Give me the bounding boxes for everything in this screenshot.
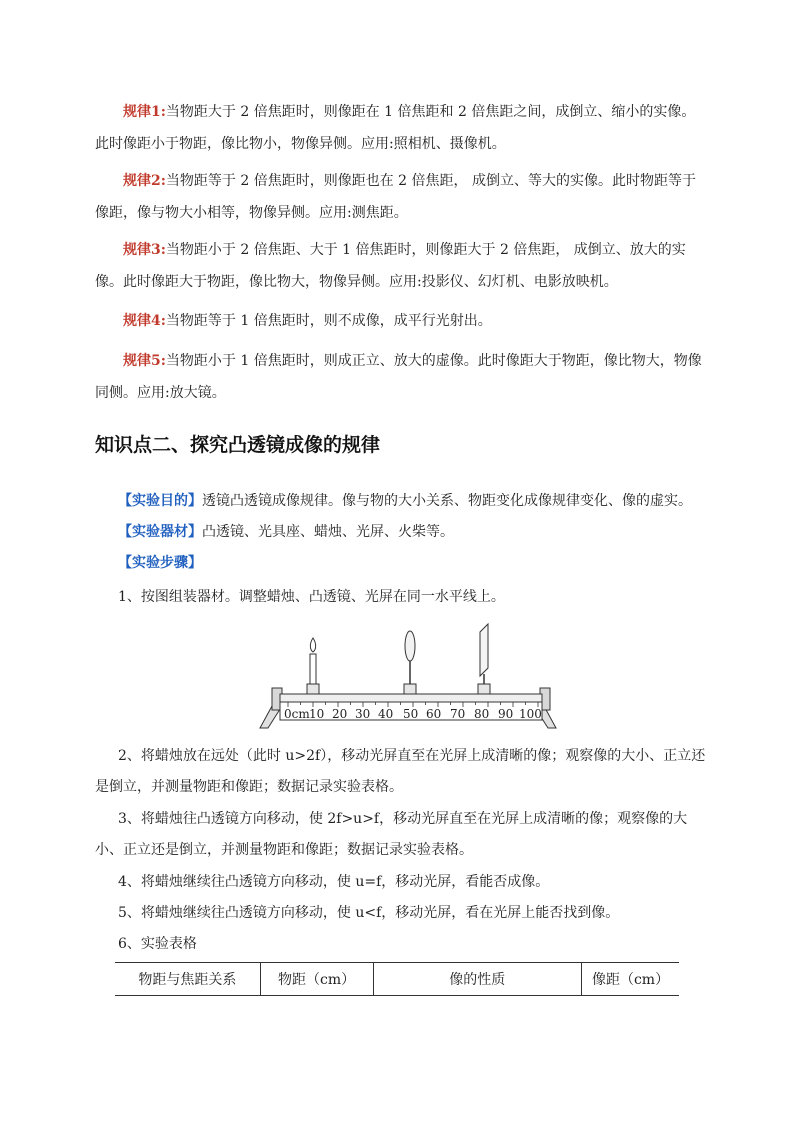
- equipment-label: 【实验器材】: [118, 524, 202, 540]
- step-3: 3、将蜡烛往凸透镜方向移动，使 2f>u>f，移动光屏直至在光屏上成清晰的像；观察像的大小、正立还是倒立，并测量物距和像距；数据记录实验表格。: [95, 811, 688, 858]
- rule-1-label: 规律1:: [123, 104, 166, 120]
- step-2: 2、将蜡烛放在远处（此时 u>2f），移动光屏直至在光屏上成清晰的像；观察像的大小、正立还是倒立，并测量物距和像距；数据记录实验表格。: [95, 748, 706, 795]
- table-header-row: [115, 963, 679, 996]
- rule-1: [95, 96, 705, 160]
- rule-2-text: 当物距等于 2 倍焦距时，则像距也在 2 倍焦距， 成倒立、等大的实像。此时物距等于像距，像与物大小相等，物像异侧。应用:测焦距。: [95, 173, 696, 221]
- rule-4-text: 当物距等于 1 倍焦距时，则不成像，成平行光射出。: [165, 313, 492, 329]
- ruler-label-50: 50: [403, 707, 419, 721]
- table-header-object-distance: 物距（cm）: [260, 963, 373, 996]
- experiment-equipment: [118, 517, 454, 547]
- table-header-image-distance: 像距（cm）: [582, 963, 679, 996]
- rule-3-label: 规律3:: [123, 242, 166, 258]
- rule-3-text: 当物距小于 2 倍焦距、大于 1 倍焦距时，则像距大于 2 倍焦距， 成倒立、放大的实像。此时像距大于物距，像比物大，物像异侧。应用:投影仪、幻灯机、电影放映机。: [95, 242, 686, 290]
- candle-icon: [307, 638, 319, 694]
- bench-rail: [280, 694, 542, 702]
- purpose-text: 透镜凸透镜成像规律。像与物的大小关系、物距变化成像规律变化、像的虚实。: [202, 493, 692, 509]
- table-header-image-nature: 像的性质: [373, 963, 582, 996]
- experiment-purpose: [118, 486, 692, 516]
- light-screen-icon: [478, 624, 490, 694]
- step-5: 5、将蜡烛继续往凸透镜方向移动，使 u<f，移动光屏，看在光屏上能否找到像。: [118, 905, 620, 921]
- rule-5-text: 当物距小于 1 倍焦距时，则成正立、放大的虚像。此时像距大于物距，像比物大，物像同侧。应用:放大镜。: [95, 353, 702, 401]
- ruler-labels: [284, 707, 542, 721]
- ruler-label-80: 80: [474, 707, 490, 721]
- ruler-label-100: 100: [519, 707, 542, 721]
- steps-label: 【实验步骤】: [118, 555, 202, 571]
- ruler-label-0: 0cm: [284, 707, 310, 721]
- step-4: 4、将蜡烛继续往凸透镜方向移动，使 u=f，移动光屏，看能否成像。: [118, 874, 550, 890]
- ruler-label-60: 60: [426, 707, 442, 721]
- experiment-steps-label: [118, 548, 202, 578]
- experiment-table: [115, 962, 679, 996]
- rule-2-label: 规律2:: [123, 173, 166, 189]
- convex-lens-icon: [404, 631, 416, 694]
- purpose-label: 【实验目的】: [118, 493, 202, 509]
- rule-3: [95, 234, 705, 298]
- ruler-label-70: 70: [450, 707, 466, 721]
- ruler-label-30: 30: [355, 707, 371, 721]
- table-header-relation: 物距与焦距关系: [115, 963, 260, 996]
- step-6: 6、实验表格: [118, 936, 197, 952]
- ruler-label-40: 40: [378, 707, 394, 721]
- rule-1-text: 当物距大于 2 倍焦距时，则像距在 1 倍焦距和 2 倍焦距之间，成倒立、缩小的实像。此时像距小于物距，像比物小，物像异侧。应用:照相机、摄像机。: [95, 104, 696, 152]
- rule-5-label: 规律5:: [123, 353, 166, 369]
- section-title: 知识点二、探究凸透镜成像的规律: [95, 434, 381, 456]
- step-1: 1、按图组装器材。调整蜡烛、凸透镜、光屏在同一水平线上。: [118, 589, 505, 605]
- rule-4: [95, 305, 705, 337]
- optical-bench-figure: [258, 618, 558, 730]
- ruler-label-10: 10: [309, 707, 325, 721]
- ruler-label-20: 20: [332, 707, 348, 721]
- equipment-text: 凸透镜、光具座、蜡烛、光屏、火柴等。: [202, 524, 454, 540]
- rule-4-label: 规律4:: [123, 313, 166, 329]
- ruler-label-90: 90: [498, 707, 514, 721]
- rule-2: [95, 165, 705, 229]
- rule-5: [95, 345, 705, 409]
